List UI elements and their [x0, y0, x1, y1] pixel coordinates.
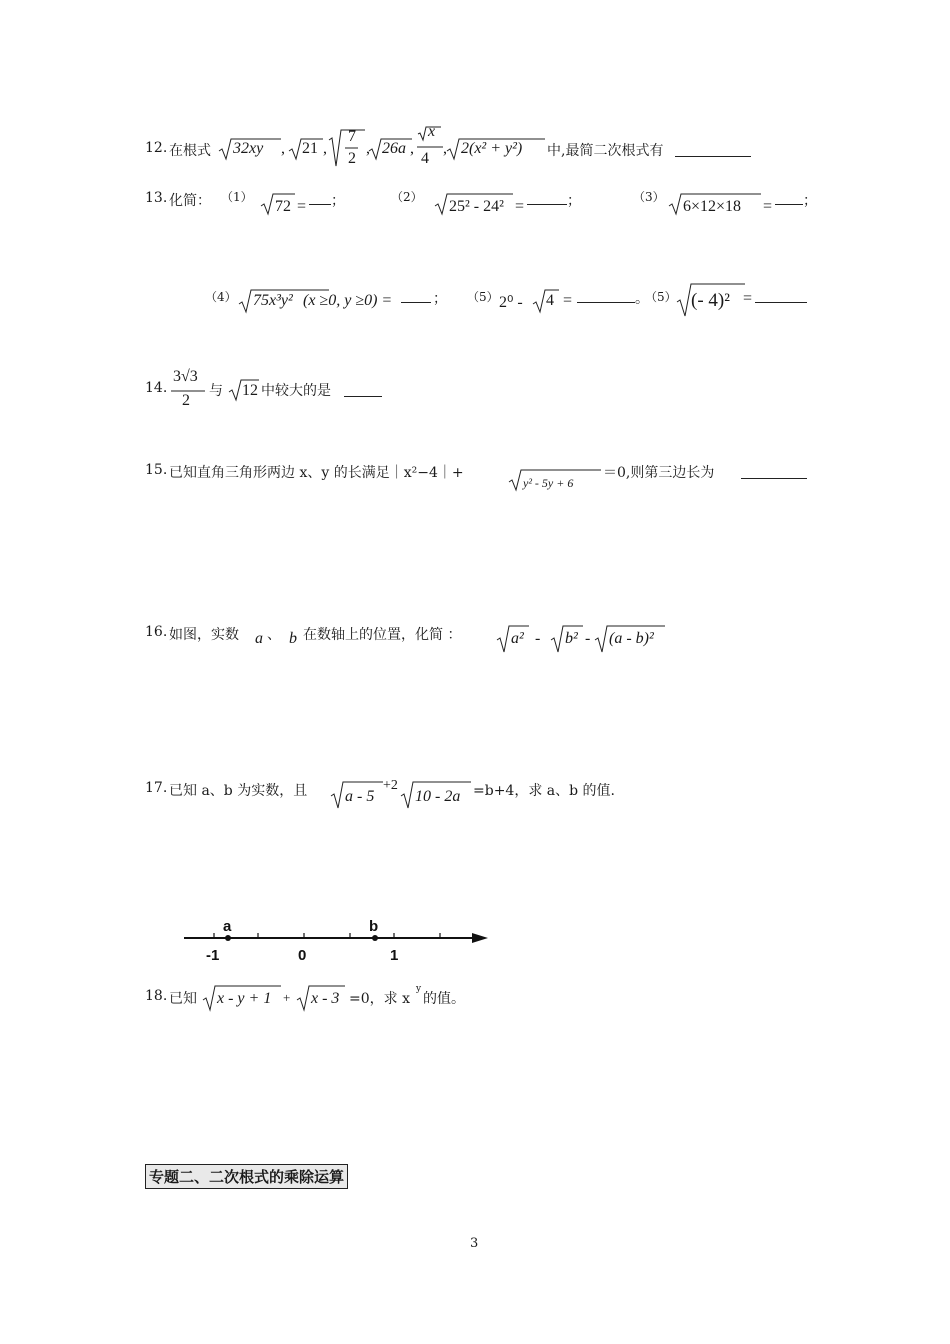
- q13-part4-label: （4）: [205, 290, 237, 304]
- q12-root-3-den: 2: [348, 150, 356, 167]
- q17-root-2: 10 - 2a: [415, 788, 461, 805]
- q18-suffix2: 的值。: [423, 991, 465, 1007]
- q13-part5-blank[interactable]: [577, 288, 635, 303]
- q13-sep: 。: [635, 291, 649, 307]
- q13-part2-expr: 25² - 24²: [449, 198, 504, 215]
- question-13-row2: [205, 280, 815, 324]
- q13-part2-blank[interactable]: [527, 190, 567, 205]
- q18-suffix: =0，求 x: [349, 991, 410, 1007]
- q13-part4-cond: (x ≥0, y ≥0) =: [303, 292, 393, 309]
- q13-part1-label: （1）: [221, 190, 253, 204]
- q13-part5-expr: 2⁰ -: [499, 294, 523, 311]
- q13-part1-expr: 72: [275, 198, 291, 215]
- point-b-dot: [372, 935, 378, 941]
- point-b-label: b: [369, 918, 379, 935]
- comma: ,: [410, 140, 414, 157]
- semicolon: ；: [331, 193, 345, 209]
- q16-number: 16.: [145, 624, 168, 640]
- q13-part3-label: （3）: [633, 190, 665, 204]
- q13-part6-blank[interactable]: [755, 288, 807, 303]
- q17-suffix: =b+4，求 a、b 的值.: [473, 783, 615, 799]
- q12-frac-den: 4: [421, 150, 429, 167]
- q17-plus: +2: [383, 778, 398, 793]
- q13-part1-eq: =: [297, 198, 307, 215]
- q18-root-1: x - y + 1: [217, 990, 272, 1007]
- q14-suffix: 中较大的是: [261, 383, 331, 399]
- tick-label-0: 0: [298, 947, 307, 964]
- question-15: [145, 454, 815, 496]
- q18-root-2: x - 3: [311, 990, 340, 1007]
- q13-label: 化简：: [169, 193, 211, 209]
- tick-label-neg1: -1: [206, 947, 220, 964]
- q12-root-3-num: 7: [348, 128, 356, 145]
- number-line-figure: [180, 916, 500, 966]
- q14-frac-den: 2: [182, 392, 190, 409]
- q12-root-2: 21: [302, 140, 318, 157]
- q14-answer-blank[interactable]: [344, 382, 382, 397]
- point-a-dot: [225, 935, 231, 941]
- q17-number: 17.: [145, 780, 168, 796]
- q16-minus-1: -: [535, 630, 541, 647]
- q15-root: y² - 5y + 6: [523, 476, 574, 490]
- q14-root: 12: [242, 382, 258, 399]
- question-16: [145, 620, 705, 660]
- semicolon: ；: [803, 193, 817, 209]
- q12-answer-blank[interactable]: [675, 142, 751, 157]
- q13-part6-expr: (- 4)²: [691, 290, 730, 311]
- q13-part1-blank[interactable]: [309, 190, 331, 205]
- q18-superscript: y: [416, 984, 422, 994]
- question-14: [145, 368, 445, 418]
- q18-number: 18.: [145, 988, 168, 1004]
- q13-part2-label: （2）: [391, 190, 423, 204]
- arrow-head-icon: [472, 933, 488, 943]
- q12-frac-num: x: [428, 123, 436, 140]
- question-17: [145, 776, 645, 816]
- q12-prefix: 在根式: [169, 143, 211, 159]
- q15-answer-blank[interactable]: [741, 464, 807, 479]
- q13-part3-blank[interactable]: [775, 190, 803, 205]
- q16-root-1: a²: [511, 630, 524, 647]
- page-number: 3: [470, 1236, 479, 1251]
- q13-part5-eq: =: [563, 292, 573, 309]
- q17-text1: 已知 a、b 为实数，且: [169, 783, 308, 799]
- question-13: [145, 184, 825, 224]
- q14-mid: 与: [209, 383, 223, 399]
- q13-part2-eq: =: [515, 198, 525, 215]
- q12-suffix: 中,最简二次根式有: [547, 143, 664, 159]
- q13-part6-eq: =: [743, 290, 753, 307]
- q15-number: 15.: [145, 462, 168, 478]
- q18-text1: 已知: [169, 991, 197, 1007]
- q15-text: 已知直角三角形两边 x、y 的长满足｜x²−4｜+: [169, 465, 464, 481]
- q13-part5-label: （5）: [467, 290, 499, 304]
- q12-root-5: 2(x² + y²): [461, 140, 523, 157]
- q18-plus: +: [283, 990, 291, 1005]
- q16-text1: 如图，实数: [169, 627, 239, 643]
- q16-minus-2: -: [585, 630, 591, 647]
- q16-sep: 、: [267, 627, 281, 643]
- q16-var-b: b: [289, 630, 297, 647]
- q13-part6-label: （5）: [645, 290, 677, 304]
- comma: ,: [323, 140, 327, 157]
- point-a-label: a: [223, 918, 232, 935]
- comma: ,: [443, 140, 447, 157]
- comma: ,: [366, 140, 370, 157]
- question-18: [145, 982, 545, 1018]
- q16-text2: 在数轴上的位置，化简 ：: [303, 627, 462, 643]
- q17-root-1: a - 5: [345, 788, 375, 805]
- q13-number: 13.: [145, 190, 168, 206]
- q13-part5-root: 4: [546, 292, 554, 309]
- q14-number: 14.: [145, 380, 168, 396]
- q13-part4-blank[interactable]: [401, 288, 431, 303]
- q16-root-2: b²: [565, 630, 578, 647]
- q13-part3-expr: 6×12×18: [683, 198, 742, 215]
- q12-root-4: 26a: [382, 140, 406, 157]
- q13-part4-expr: 75x³y²: [253, 292, 293, 309]
- semicolon: ；: [567, 193, 581, 209]
- q16-root-3: (a - b)²: [609, 630, 654, 647]
- comma: ,: [281, 140, 285, 157]
- q14-frac-num: 3√3: [173, 368, 198, 385]
- q16-var-a: a: [255, 630, 263, 647]
- q13-part3-eq: =: [763, 198, 773, 215]
- q12-root-1: 32xy: [233, 140, 264, 157]
- q15-suffix: ＝0,则第三边长为: [603, 465, 715, 481]
- section-heading: 专题二、二次根式的乘除运算: [145, 1164, 348, 1189]
- semicolon: ；: [433, 291, 447, 307]
- tick-label-1: 1: [390, 947, 399, 964]
- q12-number: 12.: [145, 140, 168, 156]
